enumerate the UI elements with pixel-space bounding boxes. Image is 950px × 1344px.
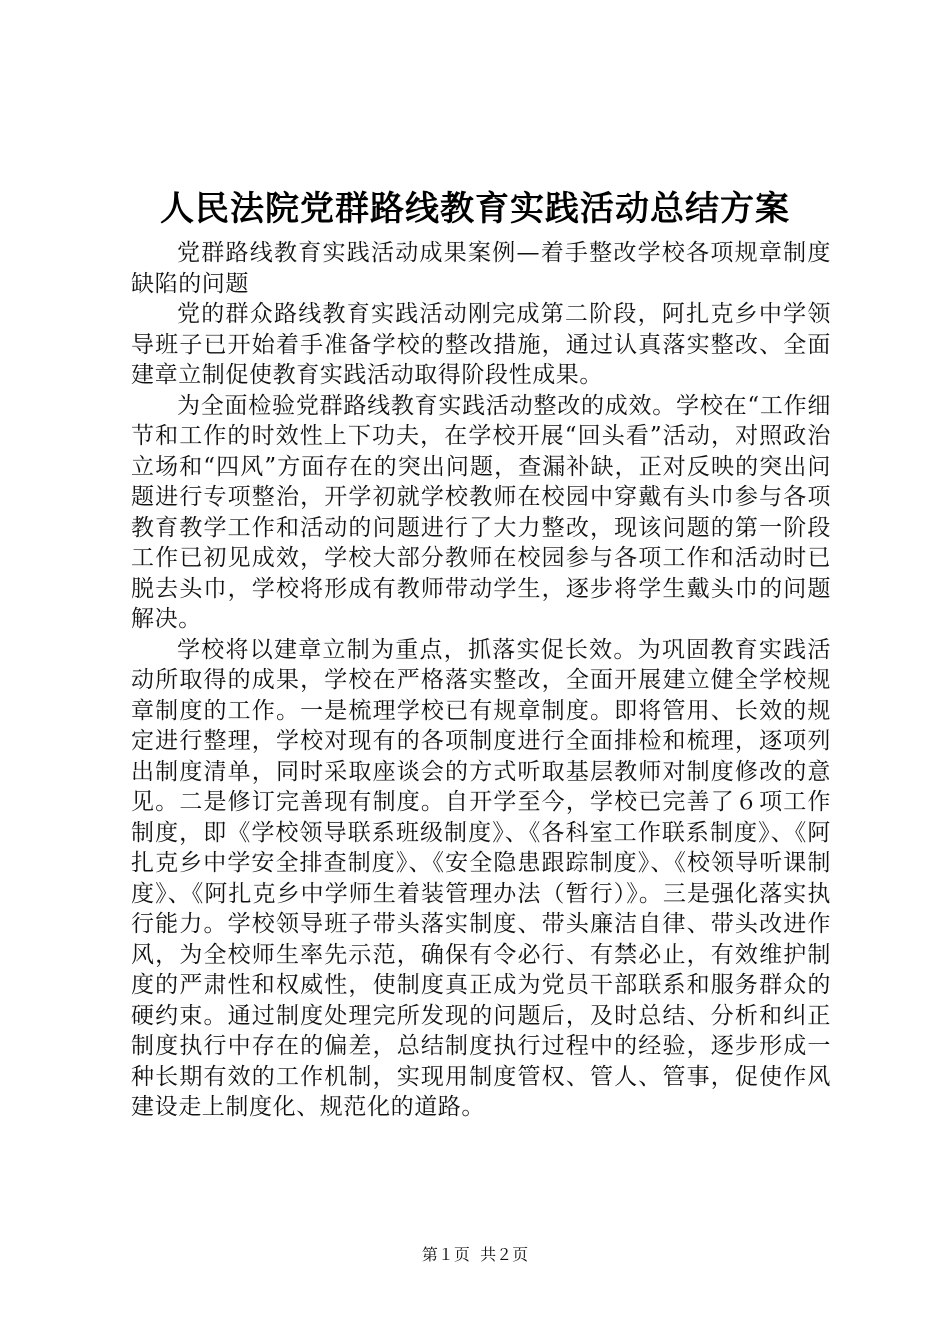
document-title: 人民法院党群路线教育实践活动总结方案 [160,189,790,229]
page-number: 第１页 共２页 [421,1245,529,1264]
page-footer [0,1244,950,1266]
paragraph-rectification: 为全面检验党群路线教育实践活动整改的成效。学校在“工作细节和工作的时效性上下功夫，在学校开展“回头看”活动，对照政治立场和“四风”方面存在的突出问题，查漏补缺，正对反映的突出问题进行专项整治，开学初就学校教师在校园中穿戴有头巾参与各项教育教学工作和活动的问题进行了大力整改，现该问题的第一阶段工作已初见成效，学校大部分教师在校园参与各项工作和活动时已脱去头巾，学校将形成有教师带动学生，逐步将学生戴头巾的问题解决。 [131,392,831,632]
paragraph-regulations: 学校将以建章立制为重点，抓落实促长效。为巩固教育实践活动所取得的成果，学校在严格落实整改，全面开展建立健全学校规章制度的工作。一是梳理学校已有规章制度。即将管用、长效的规定进行整理，学校对现有的各项制度进行全面排检和梳理，逐项列出制度清单，同时采取座谈会的方式听取基层教师对制度修改的意见。二是修订完善现有制度。自开学至今，学校已完善了６项工作制度，即《学校领导联系班级制度》、《各科室工作联系制度》、《阿扎克乡中学安全排查制度》、《安全隐患跟踪制度》、《校领导听课制度》、《阿扎克乡中学师生着装管理办法（暂行）》。三是强化落实执行能力。学校领导班子带头落实制度、带头廉洁自律、带头改进作风，为全校师生率先示范，确保有令必行、有禁必止，有效维护制度的严肃性和权威性，使制度真正成为党员干部联系和服务群众的硬约束。通过制度处理完所发现的问题后，及时总结、分析和纠正制度执行中存在的偏差，总结制度执行过程中的经验，逐步形成一种长期有效的工作机制，实现用制度管权、管人、管事，促使作风建设走上制度化、规范化的道路。 [131,636,831,1120]
paragraph-intro: 党的群众路线教育实践活动刚完成第二阶段，阿扎克乡中学领导班子已开始着手准备学校的整改措施，通过认真落实整改、全面建章立制促使教育实践活动取得阶段性成果。 [131,301,831,388]
paragraph-subtitle: 党群路线教育实践活动成果案例—着手整改学校各项规章制度缺陷的问题 [131,240,831,297]
document-body [131,238,831,1123]
